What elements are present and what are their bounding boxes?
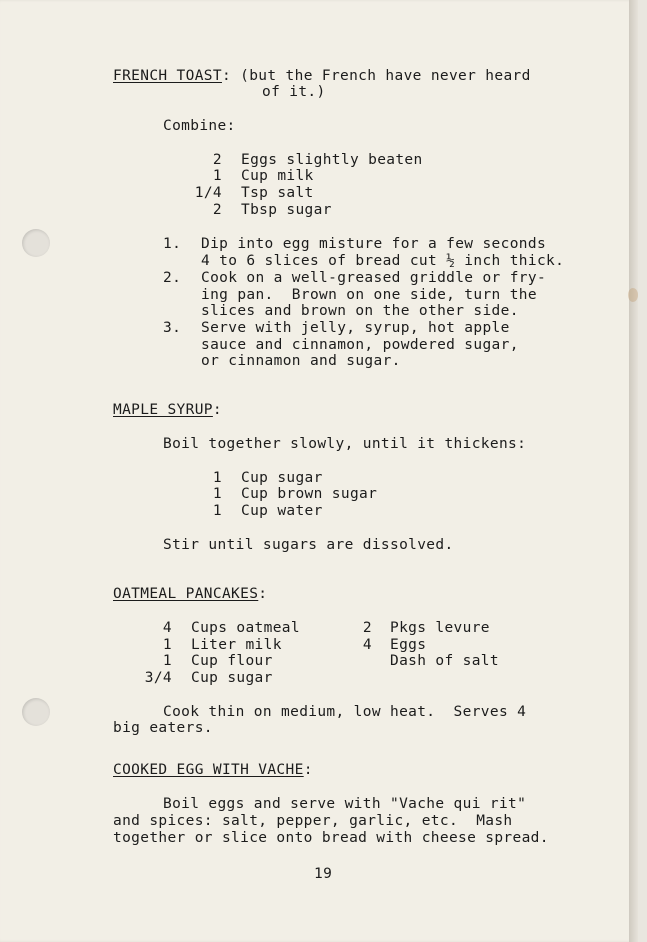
stain-mark xyxy=(628,288,638,302)
ingredient-qty: 1 xyxy=(212,503,222,519)
ingredient-qty: 1 xyxy=(212,470,222,486)
french-toast-combine-label: Combine: xyxy=(163,118,236,134)
cooked-egg-heading-line xyxy=(113,762,313,779)
step-line: Serve with jelly, syrup, hot apple xyxy=(201,320,510,336)
ingredient-qty: 1 xyxy=(162,637,172,653)
ingredient-item: Cup milk xyxy=(241,168,314,184)
ingredient-qty: 4 xyxy=(362,637,372,653)
step-number: 2. xyxy=(163,270,182,286)
maple-syrup-title-colon: : xyxy=(212,402,222,418)
step-line: ing pan. Brown on one side, turn the xyxy=(201,287,537,303)
step-number: 3. xyxy=(163,320,182,336)
ingredient-qty: 2 xyxy=(212,202,222,218)
maple-syrup-title: MAPLE SYRUP xyxy=(113,402,213,418)
step-line: or cinnamon and sugar. xyxy=(201,353,401,369)
oatmeal-pancakes-title: OATMEAL PANCAKES xyxy=(113,586,259,602)
ingredient-item: Cup water xyxy=(241,503,323,519)
cooked-egg-line-3: together or slice onto bread with cheese spread. xyxy=(113,830,549,846)
maple-syrup-outro: Stir until sugars are dissolved. xyxy=(163,537,454,553)
ingredient-item: Cup sugar xyxy=(241,470,323,486)
french-toast-note-1: (but the French have never heard xyxy=(231,68,531,84)
oatmeal-pancakes-title-colon: : xyxy=(258,586,268,602)
cooked-egg-title-colon: : xyxy=(303,762,313,778)
maple-syrup-heading-line xyxy=(113,402,222,419)
ingredient-qty: 2 xyxy=(212,152,222,168)
page-edge xyxy=(629,0,638,942)
french-toast-note-2: of it.) xyxy=(262,84,326,100)
french-toast-title-colon: : xyxy=(221,68,232,84)
ingredient-item: Cup brown sugar xyxy=(241,486,378,502)
step-line: Cook on a well-greased griddle or fry- xyxy=(201,270,547,286)
oatmeal-instructions-2: big eaters. xyxy=(113,720,213,736)
ingredient-qty: 1 xyxy=(162,653,172,669)
cooked-egg-line-2: and spices: salt, pepper, garlic, etc. Mash xyxy=(113,813,513,829)
ingredient-qty: 4 xyxy=(162,620,172,636)
binder-hole-top xyxy=(22,229,50,257)
oatmeal-pancakes-heading-line xyxy=(113,586,267,603)
ingredient-qty: 1/4 xyxy=(194,185,222,201)
ingredient-item: Cup sugar xyxy=(191,670,273,686)
step-number: 1. xyxy=(163,236,182,252)
page-number: 19 xyxy=(314,866,333,882)
ingredient-item: Cup flour xyxy=(191,653,273,669)
ingredient-item: Tsp salt xyxy=(241,185,314,201)
ingredient-qty: 3/4 xyxy=(144,670,172,686)
cooked-egg-line-1: Boil eggs and serve with "Vache qui rit" xyxy=(163,796,527,812)
step-line: Dip into egg misture for a few seconds xyxy=(201,236,547,252)
ingredient-qty: 1 xyxy=(212,486,222,502)
ingredient-item: Eggs slightly beaten xyxy=(241,152,423,168)
ingredient-item: Dash of salt xyxy=(390,653,499,669)
ingredient-qty: 2 xyxy=(362,620,372,636)
ingredient-item: Eggs xyxy=(390,637,427,653)
french-toast-heading-line xyxy=(113,68,531,85)
ingredient-item: Liter milk xyxy=(191,637,282,653)
step-line: sauce and cinnamon, powdered sugar, xyxy=(201,337,519,353)
french-toast-title: FRENCH TOAST xyxy=(113,68,222,84)
ingredient-item: Tbsp sugar xyxy=(241,202,332,218)
step-line: 4 to 6 slices of bread cut ½ inch thick. xyxy=(201,253,565,269)
ingredient-item: Cups oatmeal xyxy=(191,620,300,636)
ingredient-item: Pkgs levure xyxy=(390,620,490,636)
step-line: slices and brown on the other side. xyxy=(201,303,519,319)
cooked-egg-title: COOKED EGG WITH VACHE xyxy=(113,762,304,778)
oatmeal-instructions-1: Cook thin on medium, low heat. Serves 4 xyxy=(163,704,527,720)
maple-syrup-intro: Boil together slowly, until it thickens: xyxy=(163,436,527,452)
binder-hole-bottom xyxy=(22,698,50,726)
ingredient-qty: 1 xyxy=(212,168,222,184)
